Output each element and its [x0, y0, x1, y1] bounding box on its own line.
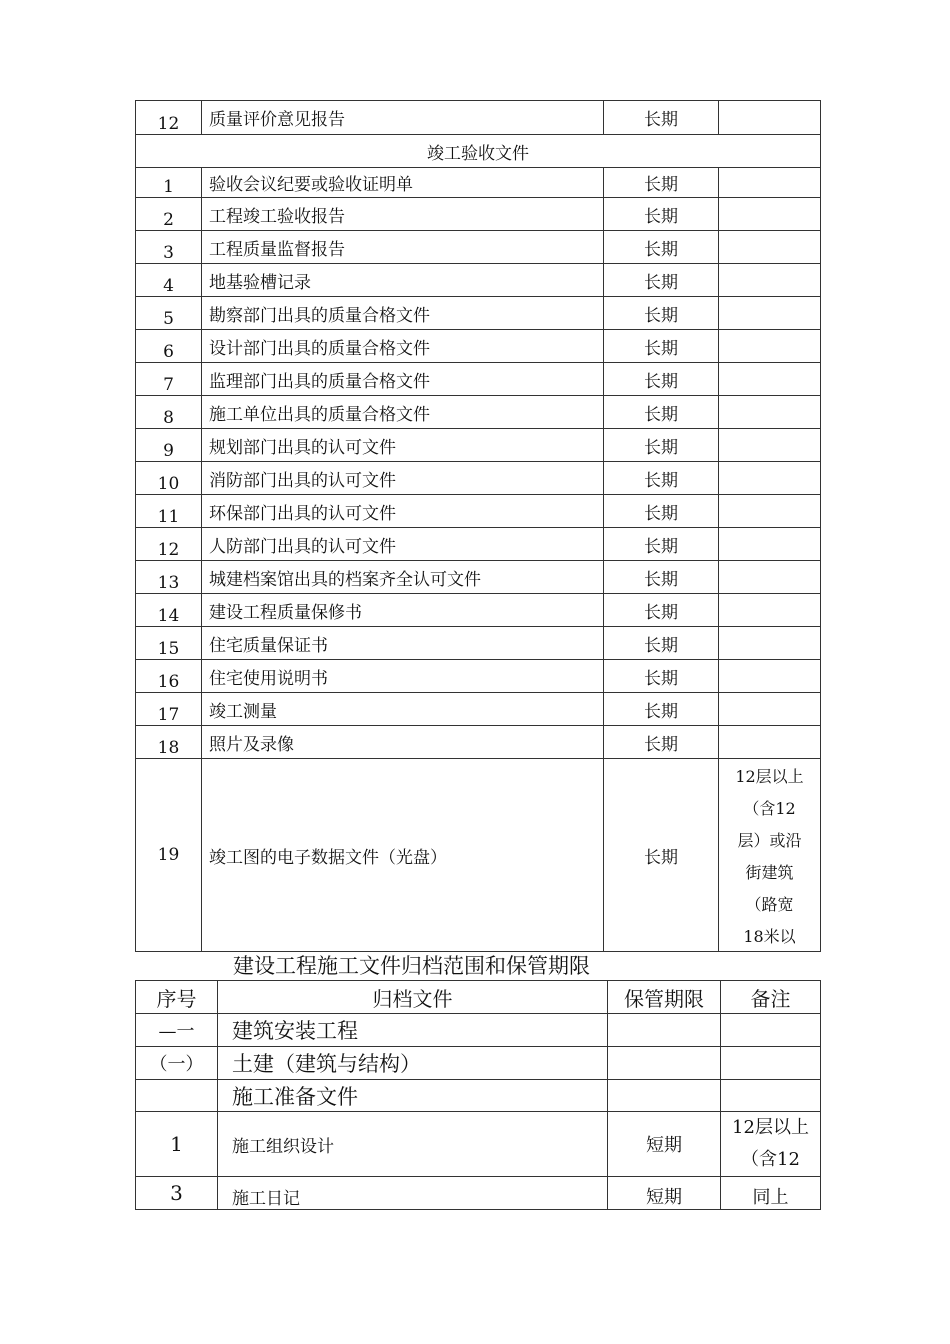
retention-period: 长期 [604, 231, 719, 264]
retention-period: 长期 [604, 396, 719, 429]
remarks: 同上 [721, 1177, 821, 1210]
document-name: 质量评价意见报告 [202, 101, 604, 135]
document-name: 城建档案馆出具的档案齐全认可文件 [202, 561, 604, 594]
table-row [136, 693, 821, 726]
document-name: 住宅质量保证书 [202, 627, 604, 660]
table-row [136, 297, 821, 330]
remarks [719, 363, 821, 396]
document-name: 验收会议纪要或验收证明单 [202, 168, 604, 198]
remark-line: 12层以上 [735, 767, 804, 786]
row-number: 12 [136, 528, 202, 561]
remarks [719, 231, 821, 264]
document-name: 设计部门出具的质量合格文件 [202, 330, 604, 363]
retention-period: 长期 [604, 101, 719, 135]
row-number: 2 [136, 198, 202, 231]
table-row [136, 1112, 821, 1177]
row-number: 15 [136, 627, 202, 660]
table-row [136, 429, 821, 462]
remarks [721, 1080, 821, 1112]
row-number: 18 [136, 726, 202, 759]
table-row [136, 759, 821, 952]
row-number: （一） [136, 1047, 218, 1080]
row-number: 3 [136, 231, 202, 264]
remarks [719, 168, 821, 198]
table-row [136, 396, 821, 429]
remarks [719, 462, 821, 495]
row-number [136, 1080, 218, 1112]
remarks [719, 396, 821, 429]
table-row [136, 561, 821, 594]
retention-period [608, 1014, 721, 1047]
remark-line: 18米以 [743, 927, 796, 946]
retention-period: 长期 [604, 528, 719, 561]
retention-period: 长期 [604, 726, 719, 759]
remarks [719, 330, 821, 363]
table-row [136, 660, 821, 693]
remarks [719, 561, 821, 594]
row-number: 10 [136, 462, 202, 495]
row-number: 3 [136, 1177, 218, 1210]
table-row [136, 264, 821, 297]
row-number: 4 [136, 264, 202, 297]
row-number: 1 [136, 1112, 218, 1177]
retention-period: 长期 [604, 168, 719, 198]
remark-line: （含12 [743, 799, 796, 818]
section-title: 竣工验收文件 [136, 135, 821, 168]
remarks [719, 429, 821, 462]
document-name: 施工组织设计 [218, 1112, 608, 1177]
document-name: 规划部门出具的认可文件 [202, 429, 604, 462]
table-row [136, 231, 821, 264]
row-number: 1 [136, 168, 202, 198]
document-name: 建设工程质量保修书 [202, 594, 604, 627]
document-name: 施工单位出具的质量合格文件 [202, 396, 604, 429]
remarks [719, 198, 821, 231]
document-name: 人防部门出具的认可文件 [202, 528, 604, 561]
retention-period [608, 1080, 721, 1112]
header-number: 序号 [136, 981, 218, 1014]
retention-period: 短期 [608, 1177, 721, 1210]
retention-period [608, 1047, 721, 1080]
table-title: 建设工程施工文件归档范围和保管期限 [233, 954, 590, 978]
table-row [136, 528, 821, 561]
remarks [721, 1014, 821, 1047]
document-name: 施工准备文件 [218, 1080, 608, 1112]
row-number: 8 [136, 396, 202, 429]
remarks [719, 594, 821, 627]
retention-period: 长期 [604, 462, 719, 495]
document-name: 监理部门出具的质量合格文件 [202, 363, 604, 396]
table-row [136, 495, 821, 528]
table-row [136, 462, 821, 495]
document-name: 勘察部门出具的质量合格文件 [202, 297, 604, 330]
header-period: 保管期限 [608, 981, 721, 1014]
document-name: 竣工测量 [202, 693, 604, 726]
remark-line: 街建筑 [745, 863, 794, 882]
retention-period: 长期 [604, 759, 719, 952]
remarks [719, 297, 821, 330]
remark-line: （含12 [741, 1149, 800, 1170]
retention-period: 长期 [604, 264, 719, 297]
table-row [136, 1177, 821, 1210]
construction-documents-table [135, 980, 821, 1210]
remarks [719, 495, 821, 528]
retention-period: 长期 [604, 330, 719, 363]
row-number: 13 [136, 561, 202, 594]
table-row [136, 627, 821, 660]
table-row [136, 594, 821, 627]
remark-line: 12层以上 [732, 1117, 809, 1138]
table-row [136, 330, 821, 363]
document-name: 工程质量监督报告 [202, 231, 604, 264]
remarks [719, 660, 821, 693]
row-number: 17 [136, 693, 202, 726]
remarks [719, 759, 821, 952]
table-row [136, 198, 821, 231]
document-name: 照片及录像 [202, 726, 604, 759]
document-name: 工程竣工验收报告 [202, 198, 604, 231]
row-number: 19 [136, 759, 202, 952]
table-row [136, 726, 821, 759]
row-number: 5 [136, 297, 202, 330]
row-number: 16 [136, 660, 202, 693]
retention-period: 长期 [604, 297, 719, 330]
table-row [136, 168, 821, 198]
table-row [136, 101, 821, 135]
document-name: 土建（建筑与结构） [218, 1047, 608, 1080]
remarks [721, 1112, 821, 1177]
header-document: 归档文件 [218, 981, 608, 1014]
table-row [136, 363, 821, 396]
document-name: 竣工图的电子数据文件（光盘） [202, 759, 604, 952]
row-number: 14 [136, 594, 202, 627]
table-row [136, 1047, 821, 1080]
remarks [719, 528, 821, 561]
document-name: 环保部门出具的认可文件 [202, 495, 604, 528]
remarks [719, 693, 821, 726]
remarks [721, 1047, 821, 1080]
section-row [136, 135, 821, 168]
row-number: 12 [136, 101, 202, 135]
retention-period: 长期 [604, 561, 719, 594]
retention-period: 长期 [604, 594, 719, 627]
row-number: 9 [136, 429, 202, 462]
document-name: 地基验槽记录 [202, 264, 604, 297]
remarks [719, 726, 821, 759]
retention-period: 长期 [604, 363, 719, 396]
retention-period: 长期 [604, 429, 719, 462]
row-number: 11 [136, 495, 202, 528]
document-name: 消防部门出具的认可文件 [202, 462, 604, 495]
retention-period: 长期 [604, 627, 719, 660]
remarks [719, 264, 821, 297]
header-row [136, 981, 821, 1014]
header-remarks: 备注 [721, 981, 821, 1014]
table-row [136, 1080, 821, 1112]
document-name: 施工日记 [218, 1177, 608, 1210]
remark-line: （路宽 [745, 895, 794, 914]
remark-line: 层）或沿 [737, 831, 802, 850]
retention-period: 短期 [608, 1112, 721, 1177]
row-number: 6 [136, 330, 202, 363]
acceptance-documents-table [135, 100, 821, 952]
retention-period: 长期 [604, 495, 719, 528]
table-row [136, 1014, 821, 1047]
retention-period: 长期 [604, 660, 719, 693]
remarks [719, 627, 821, 660]
retention-period: 长期 [604, 198, 719, 231]
document-name: 建筑安装工程 [218, 1014, 608, 1047]
row-number: —一 [136, 1014, 218, 1047]
document-name: 住宅使用说明书 [202, 660, 604, 693]
row-number: 7 [136, 363, 202, 396]
retention-period: 长期 [604, 693, 719, 726]
remarks [719, 101, 821, 135]
